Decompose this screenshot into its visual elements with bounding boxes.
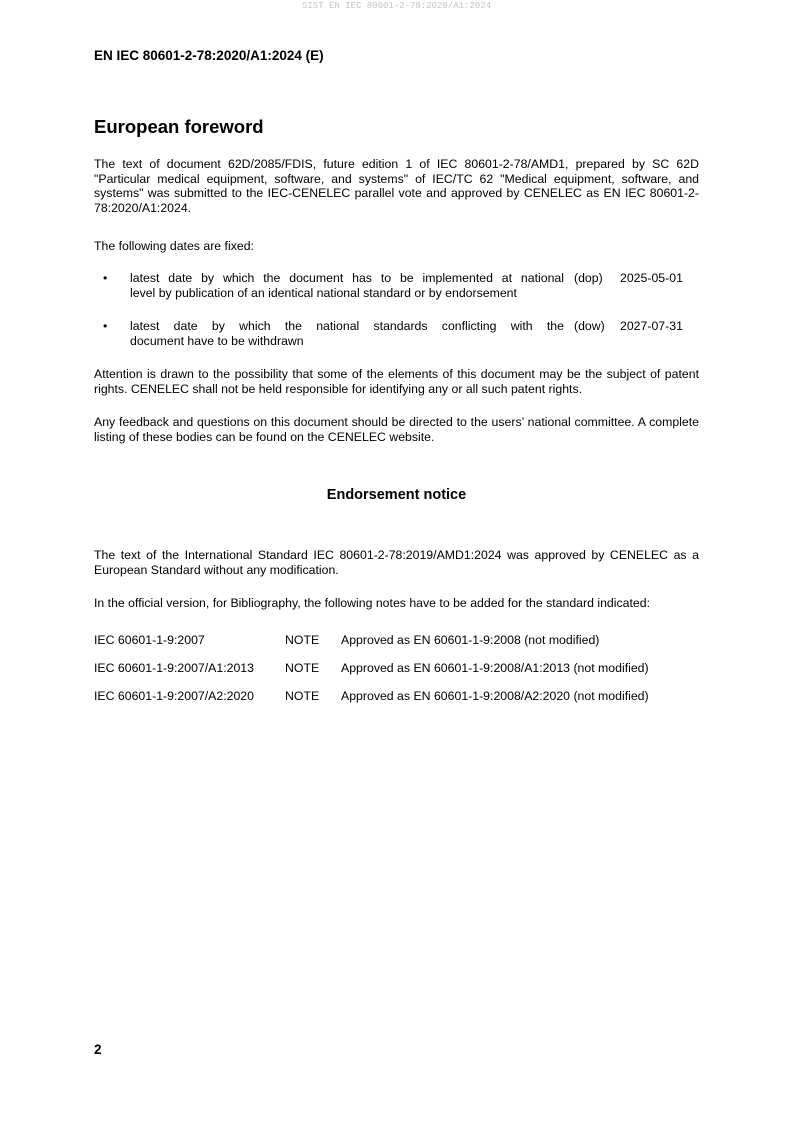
date-value-dop: 2025-05-01	[620, 271, 683, 285]
bibliography-intro: In the official version, for Bibliography, the following notes have to be added for the standard indicated:	[94, 596, 650, 610]
document-header: EN IEC 80601-2-78:2020/A1:2024 (E)	[94, 48, 324, 63]
date-item-line2: document have to be withdrawn	[130, 333, 304, 348]
note-text: Approved as EN 60601-1-9:2008/A2:2020 (not modified)	[341, 689, 649, 703]
date-code-dop: (dop)	[574, 271, 603, 285]
date-item-line1: latest date by which the national standards conflicting with the	[130, 319, 564, 333]
note-text: Approved as EN 60601-1-9:2008/A1:2013 (not modified)	[341, 661, 649, 675]
date-code-dow: (dow)	[574, 319, 605, 333]
patent-paragraph: Attention is drawn to the possibility that some of the elements of this document may be the subject of patent rights. CENELEC shall not be held responsible for identifying any or all such patent rights.	[94, 367, 699, 396]
feedback-paragraph: Any feedback and questions on this document should be directed to the users’ national committee. A complete listing of these bodies can be found on the CENELEC website.	[94, 415, 699, 444]
section-title-foreword: European foreword	[94, 116, 264, 137]
note-reference: IEC 60601-1-9:2007	[94, 633, 205, 647]
note-label: NOTE	[285, 689, 320, 703]
date-value-dow: 2027-07-31	[620, 319, 683, 333]
endorsement-paragraph: The text of the International Standard IEC 80601-2-78:2019/AMD1:2024 was approved by CENELEC as a European Standard without any modification.	[94, 548, 699, 577]
date-item-description	[130, 319, 618, 348]
watermark: SIST EN IEC 80601-2-78:2020/A1:2024	[301, 1, 492, 11]
note-reference: IEC 60601-1-9:2007/A2:2020	[94, 689, 254, 703]
note-label: NOTE	[285, 633, 320, 647]
section-title-endorsement: Endorsement notice	[326, 487, 467, 503]
page-number: 2	[94, 1042, 102, 1057]
date-item-line2: level by publication of an identical national standard or by endorsement	[130, 285, 517, 300]
dates-intro: The following dates are fixed:	[94, 239, 254, 253]
date-item-dow	[94, 319, 699, 349]
date-item-description	[130, 271, 618, 300]
note-label: NOTE	[285, 661, 320, 675]
note-text: Approved as EN 60601-1-9:2008 (not modified)	[341, 633, 600, 647]
date-item-line1: latest date by which the document has to be implemented at national	[130, 271, 564, 285]
bullet-marker: •	[103, 319, 108, 333]
date-item-dop	[94, 271, 699, 301]
note-reference: IEC 60601-1-9:2007/A1:2013	[94, 661, 254, 675]
foreword-intro-paragraph: The text of document 62D/2085/FDIS, future edition 1 of IEC 80601-2-78/AMD1, prepared by SC 62D "Particular medical equipment, software, and systems" of IEC/TC 62 "Medical equipment, software, and systems" was submitted to the IEC-CENELEC parallel vote and approved by CENELEC as EN IEC 80601-2-78:2020/A1:2024.	[94, 157, 699, 215]
bullet-marker: •	[103, 271, 108, 285]
